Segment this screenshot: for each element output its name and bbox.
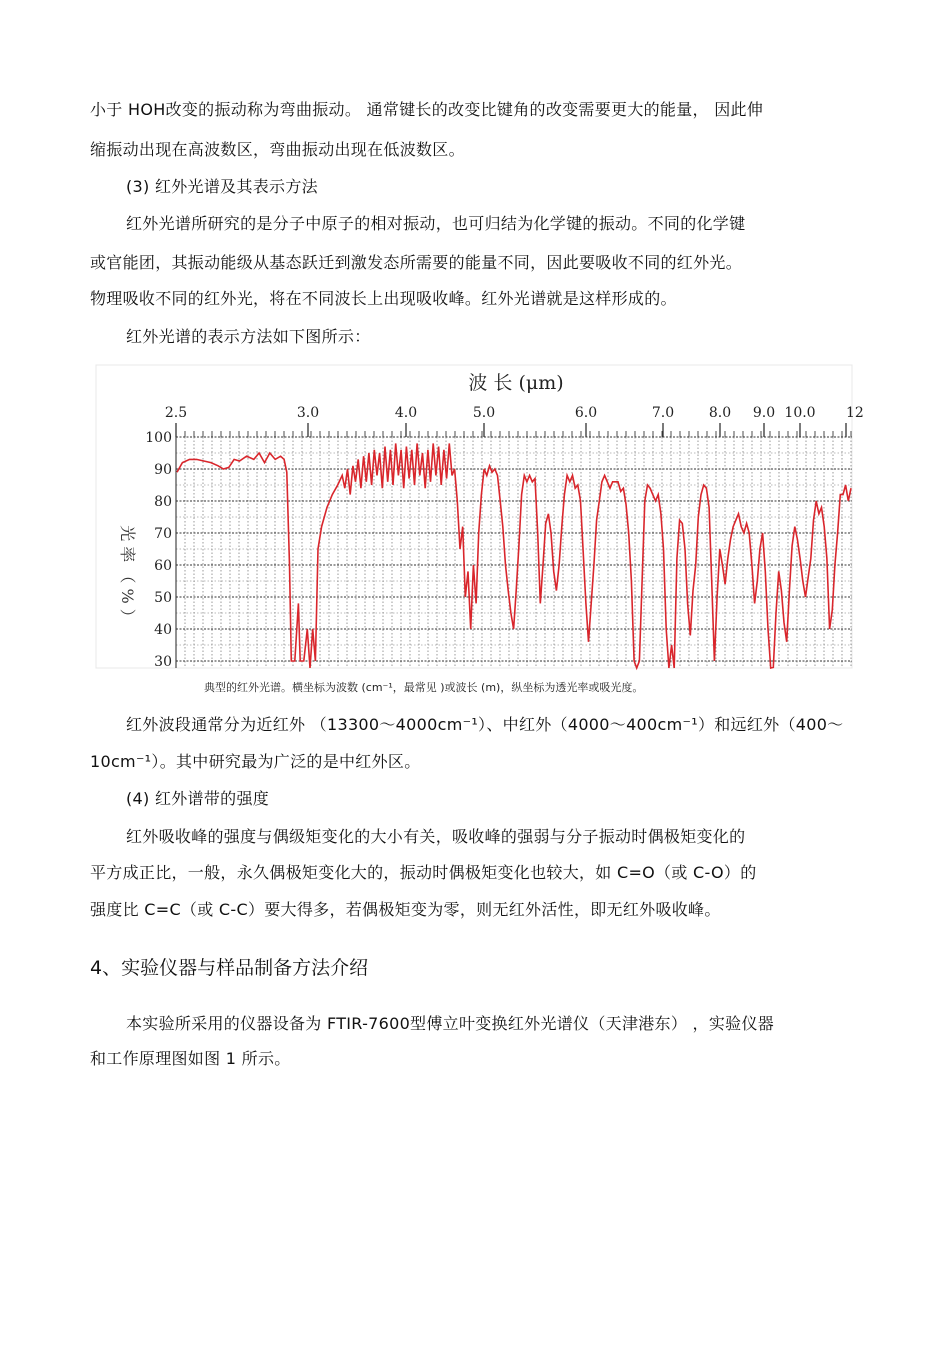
- para6-line2: 和工作原理图如图 1 所示。: [90, 1049, 291, 1068]
- x-tick-label: 4.0: [394, 405, 418, 421]
- para2-line2: 或官能团，其振动能级从基态跃迁到激发态所需要的能量不同，因此要吸收不同的红外光。: [90, 253, 743, 272]
- y-tick-label: 70: [154, 526, 172, 542]
- x-tick-label: 10.0: [784, 405, 816, 421]
- para2-line1: 红外光谱所研究的是分子中原子的相对振动，也可归结为化学键的振动。不同的化学键: [126, 214, 746, 233]
- x-tick-label: 2.5: [164, 405, 188, 421]
- chart-ylabel: 光 率 （ % ）: [118, 525, 137, 625]
- x-tick-label: 12: [846, 405, 864, 421]
- x-tick-label: 8.0: [708, 405, 732, 421]
- chart-title: 波 长 (μm): [468, 372, 564, 394]
- ir-spectrum-chart: [96, 365, 864, 670]
- y-tick-label: 60: [154, 558, 172, 574]
- para1-line1: 小于 HOH改变的振动称为弯曲振动。 通常键长的改变比键角的改变需要更大的能量， 因此伸: [90, 100, 764, 119]
- para5-line1: 红外吸收峰的强度与偶级矩变化的大小有关，吸收峰的强弱与分子振动时偶极矩变化的: [126, 827, 746, 846]
- para3: 红外光谱的表示方法如下图所示：: [126, 327, 371, 346]
- para4-line2: 10cm⁻¹）。其中研究最为广泛的是中红外区。: [90, 752, 421, 771]
- x-tick-label: 6.0: [574, 405, 598, 421]
- para4-line1: 红外波段通常分为近红外 （13300～4000cm⁻¹）、中红外（4000～400cm⁻¹）和远红外（400～: [126, 715, 844, 734]
- y-tick-label: 100: [145, 430, 172, 446]
- para2-line3: 物理吸收不同的红外光，将在不同波长上出现吸收峰。红外光谱就是这样形成的。: [90, 289, 677, 308]
- x-tick-label: 3.0: [296, 405, 320, 421]
- figure-caption: 典型的红外光谱。横坐标为波数 (cm⁻¹，最常见 )或波长 (m)，纵坐标为透光率或吸光度。: [204, 681, 644, 694]
- y-tick-label: 90: [154, 462, 172, 478]
- para6-line1: 本实验所采用的仪器设备为 FTIR-7600型傅立叶变换红外光谱仪（天津港东） ，实验仪器: [126, 1014, 775, 1033]
- y-tick-label: 30: [154, 654, 172, 670]
- x-tick-label: 7.0: [651, 405, 675, 421]
- para5-line2: 平方成正比，一般，永久偶极矩变化大的，振动时偶极矩变化也较大，如 C=O（或 C-O）的: [90, 863, 757, 882]
- para5-line3: 强度比 C=C（或 C-C）要大得多，若偶极矩变为零，则无红外活性，即无红外吸收峰。: [90, 900, 721, 919]
- para1-line2: 缩振动出现在高波数区，弯曲振动出现在低波数区。: [90, 140, 465, 159]
- section3-title: (3) 红外光谱及其表示方法: [126, 177, 318, 196]
- section4-title: (4) 红外谱带的强度: [126, 789, 270, 808]
- section-heading-4: 4、实验仪器与样品制备方法介绍: [90, 957, 369, 979]
- ir-spectrum-figure: [96, 365, 864, 670]
- y-tick-label: 40: [154, 622, 172, 638]
- y-tick-label: 50: [154, 590, 172, 606]
- x-tick-label: 9.0: [752, 405, 776, 421]
- y-tick-label: 80: [154, 494, 172, 510]
- x-tick-label: 5.0: [472, 405, 496, 421]
